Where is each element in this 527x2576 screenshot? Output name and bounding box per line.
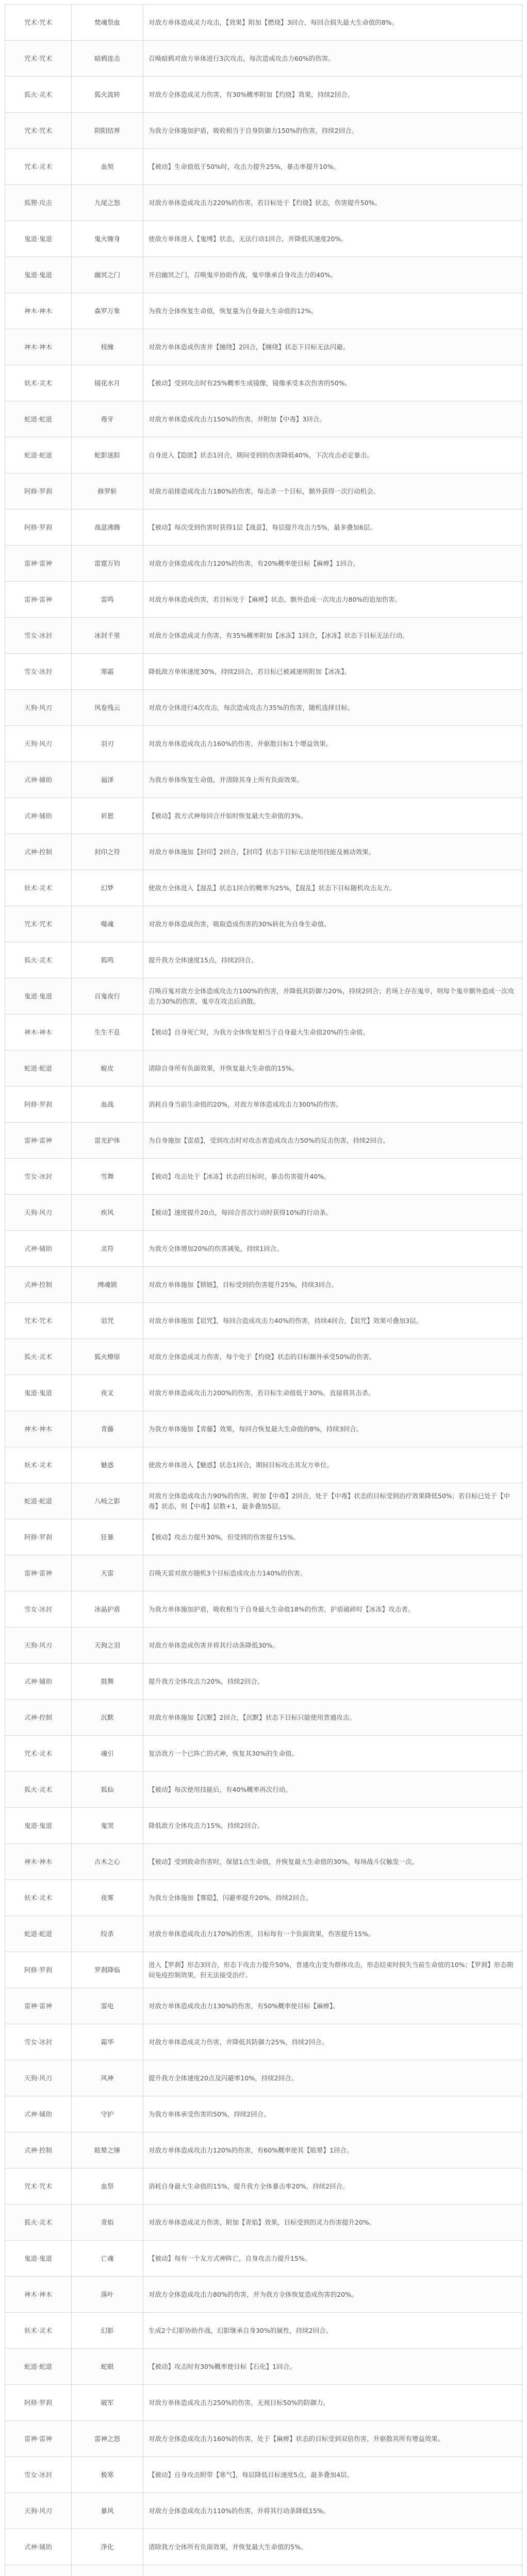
skill-type-cell: 式神·控制 (5, 2132, 72, 2168)
skill-desc-cell: 对敌方单体施加【沉默】2回合，【沉默】状态下目标只能使用普通攻击。 (143, 1700, 522, 1736)
skill-type-cell: 雷神·雷神 (5, 546, 72, 582)
skill-desc-cell: 【被动】每次使用技能后，有40%概率再次行动。 (143, 1772, 522, 1808)
skill-type-cell: 式神·控制 (5, 1267, 72, 1303)
skill-name-cell: 守护 (72, 2096, 143, 2132)
skill-desc-cell: 进入【罗刹】形态3回合，形态下攻击力提升50%，普通攻击变为群体攻击，形态结束时损失当前生命值的10%；【罗刹】形态期间免疫控制效果，但无法接受治疗。 (143, 1952, 522, 1988)
skill-desc-cell: 对敌方单体造成攻击力130%的伤害，有50%概率使目标【麻痹】。 (143, 1988, 522, 2024)
table-row (5, 437, 522, 473)
table-row (5, 1159, 522, 1195)
skill-name-cell: 风卷残云 (72, 690, 143, 726)
table-row (5, 1050, 522, 1087)
table-row (5, 2096, 522, 2132)
skill-type-cell: 阿修·罗刹 (5, 1952, 72, 1988)
skill-name-cell: 天雷 (72, 1555, 143, 1591)
skill-name-cell: 血战 (72, 1087, 143, 1123)
skill-desc-cell: 清除我方全体所有负面效果，并恢复最大生命值的5%。 (143, 2529, 522, 2565)
skill-type-cell: 妖术·灵术 (5, 870, 72, 906)
skill-type-cell: 雷神·雷神 (5, 1123, 72, 1159)
skill-desc-cell: 为我方全体恢复生命值，恢复量为自身最大生命值的12%。 (143, 293, 522, 329)
table-row (5, 2168, 522, 2205)
skill-name-cell: 狐仙 (72, 1772, 143, 1808)
table-row (5, 1483, 522, 1519)
skill-name-cell: 蜕皮 (72, 1050, 143, 1087)
skill-type-cell: 蛇道·蛇道 (5, 1483, 72, 1519)
skill-type-cell: 神木·神木 (5, 2277, 72, 2313)
skill-desc-cell: 【被动】自身攻击附带【寒气】，每层降低目标速度5点，最多叠加4层。 (143, 2457, 522, 2493)
skill-type-cell: 妖术·灵术 (5, 2313, 72, 2349)
table-row (5, 2277, 522, 2313)
skill-type-cell: 神木·神木 (5, 1014, 72, 1050)
skill-type-cell: 蛇道·蛇道 (5, 1050, 72, 1087)
skill-type-cell: 神木·神木 (5, 329, 72, 365)
skill-desc-cell: 对敌方全体造成攻击力160%的伤害，处于【麻痹】状态的目标受到双倍伤害，并驱散其所有增益效果。 (143, 2421, 522, 2457)
skill-type-cell: 天狗·风刃 (5, 2060, 72, 2096)
table-row (5, 1555, 522, 1591)
table-row (5, 41, 522, 77)
skill-desc-cell: 对敌方全体造成攻击力110%的伤害，并将其行动条降低15%。 (143, 2493, 522, 2529)
skill-name-cell: 缚魂锁 (72, 1267, 143, 1303)
table-row (5, 2060, 522, 2096)
skill-desc-cell: 对敌方单体造成伤害并【缠绕】2回合，【缠绕】状态下目标无法闪避。 (143, 329, 522, 365)
table-row (5, 654, 522, 690)
skill-name-cell: 魂引 (72, 1736, 143, 1772)
skill-desc-cell: 【被动】自身死亡时，为我方全体恢复相当于自身最大生命值20%的生命值。 (143, 1014, 522, 1050)
table-row (5, 2493, 522, 2529)
skill-desc-cell: 生成2个幻影协助作战，幻影继承自身30%的属性，持续2回合。 (143, 2313, 522, 2349)
skill-type-cell (5, 2565, 72, 2576)
skill-type-cell: 咒术·灵术 (5, 1736, 72, 1772)
skill-type-cell: 神木·神木 (5, 1844, 72, 1880)
table-row (5, 1591, 522, 1628)
table-row (5, 942, 522, 978)
skill-name-cell: 天狗之羽 (72, 1628, 143, 1664)
table-row (5, 2349, 522, 2385)
skill-name-cell: 青焰 (72, 2205, 143, 2241)
table-row (5, 1303, 522, 1339)
table-row (5, 1772, 522, 1808)
table-row (5, 2385, 522, 2421)
skill-desc-cell: 对敌方单体造成灵力伤害，附加【青焰】效果，目标受到的灵力伤害提升20%。 (143, 2205, 522, 2241)
table-row (5, 1952, 522, 1988)
skill-name-cell: 疾风 (72, 1195, 143, 1231)
skill-name-cell: 寒霜 (72, 654, 143, 690)
skill-name-cell: 九尾之怒 (72, 185, 143, 221)
skill-desc-cell: 为自身施加【雷盾】，受到攻击时对攻击者造成攻击力50%的反击伤害，持续2回合。 (143, 1123, 522, 1159)
skill-name-cell: 阴阳结界 (72, 113, 143, 149)
skill-desc-cell: 【被动】攻击力提升30%，但受到的伤害提升15%。 (143, 1519, 522, 1555)
skill-name-cell: 血祭 (72, 2168, 143, 2205)
skill-name-cell: 幻梦 (72, 870, 143, 906)
table-row (5, 2132, 522, 2168)
table-row (5, 221, 522, 257)
skill-type-cell: 蛇道·蛇道 (5, 437, 72, 473)
skill-name-cell: 雷电 (72, 1988, 143, 2024)
skill-name-cell: 灵符 (72, 1231, 143, 1267)
skill-type-cell: 雪女·冰封 (5, 1159, 72, 1195)
skill-type-cell: 式神·辅助 (5, 798, 72, 834)
skill-name-cell: 福泽 (72, 762, 143, 798)
skill-name-cell: 绞杀 (72, 1916, 143, 1952)
table-row (5, 2529, 522, 2565)
skill-desc-cell: 【被动】受到致命伤害时，保留1点生命值，并恢复最大生命值的30%，每场战斗仅触发一次。 (143, 1844, 522, 1880)
skill-type-cell: 狐火·灵术 (5, 942, 72, 978)
table-row (5, 2241, 522, 2277)
skill-name-cell: 镜花水月 (72, 365, 143, 401)
table-row (5, 978, 522, 1014)
skill-desc-cell: 对敌方单体施加【锁链】，目标受到的伤害提升25%，持续3回合。 (143, 1267, 522, 1303)
skill-desc-cell: 为我方单体恢复生命值，并清除其身上所有负面效果。 (143, 762, 522, 798)
skill-name-cell: 战意沸腾 (72, 510, 143, 546)
skill-name-cell: 森罗万象 (72, 293, 143, 329)
skill-type-cell: 式神·控制 (5, 834, 72, 870)
table-row (5, 1195, 522, 1231)
table-row (5, 1339, 522, 1375)
skill-desc-cell: 消耗自身当前生命值的20%，对敌方单体造成攻击力300%的伤害。 (143, 1087, 522, 1123)
skill-type-cell: 狐火·灵术 (5, 77, 72, 113)
skill-table (5, 4, 522, 2576)
table-row (5, 1375, 522, 1411)
table-row (5, 1700, 522, 1736)
skill-type-cell: 式神·辅助 (5, 762, 72, 798)
table-row (5, 1014, 522, 1050)
skill-type-cell: 妖术·灵术 (5, 365, 72, 401)
skill-name-cell: 雪舞 (72, 1159, 143, 1195)
skill-desc-cell: 对敌方单体造成攻击力160%的伤害，并驱散目标1个增益效果。 (143, 726, 522, 762)
skill-name-cell: 狐鸣 (72, 942, 143, 978)
table-row (5, 1988, 522, 2024)
skill-name-cell: 眩晕之锤 (72, 2132, 143, 2168)
skill-type-cell: 式神·辅助 (5, 2096, 72, 2132)
skill-type-cell: 神木·神木 (5, 1411, 72, 1447)
skill-name-cell: 蛇影迷踪 (72, 437, 143, 473)
skill-type-cell: 式神·辅助 (5, 1231, 72, 1267)
skill-desc-cell: 对敌方前排造成攻击力180%的伤害，每击杀一个目标，额外获得一次行动机会。 (143, 473, 522, 510)
skill-name-cell: 修罗斩 (72, 473, 143, 510)
skill-desc-cell: 降低敌方全体攻击力15%，持续2回合。 (143, 1808, 522, 1844)
skill-desc-cell: 对敌方单体造成攻击力120%的伤害，有60%概率使其【眩晕】1回合。 (143, 2132, 522, 2168)
skill-desc-cell: 提升我方全体攻击力20%，持续2回合。 (143, 1664, 522, 1700)
skill-name-cell: 破军 (72, 2385, 143, 2421)
skill-type-cell: 蛇道·蛇道 (5, 401, 72, 437)
table-row (5, 618, 522, 654)
table-row (5, 5, 522, 41)
skill-name-cell: 鼓舞 (72, 1664, 143, 1700)
table-row (5, 1664, 522, 1700)
skill-type-cell: 雷神·雷神 (5, 582, 72, 618)
skill-type-cell: 雷神·雷神 (5, 1988, 72, 2024)
table-row (5, 2457, 522, 2493)
skill-desc-cell: 开启幽冥之门，召唤鬼卒协助作战，鬼卒继承自身攻击力的40%。 (143, 257, 522, 293)
skill-desc-cell: 【被动】攻击时有30%概率使目标【石化】1回合。 (143, 2349, 522, 2385)
table-row (5, 1736, 522, 1772)
skill-desc-cell: 为我方单体承受伤害的50%，持续2回合。 (143, 2096, 522, 2132)
skill-desc-cell: 【被动】每次受到伤害时获得1层【战意】，每层提升攻击力5%，最多叠加6层。 (143, 510, 522, 546)
table-row (5, 329, 522, 365)
skill-name-cell: 鬼哭 (72, 1808, 143, 1844)
table-row (5, 2421, 522, 2457)
table-row (5, 690, 522, 726)
skill-desc-cell: 召唤天雷对敌方随机3个目标造成攻击力140%的伤害。 (143, 1555, 522, 1591)
skill-desc-cell: 对敌方单体造成攻击力150%的伤害，并附加【中毒】3回合。 (143, 401, 522, 437)
skill-name-cell: 夜叉 (72, 1375, 143, 1411)
table-row (5, 149, 522, 185)
skill-desc-cell: 为我方单体施加护盾，吸收相当于自身最大生命值18%的伤害，护盾破碎时【冰冻】攻击者。 (143, 1591, 522, 1628)
table-row (5, 113, 522, 149)
skill-type-cell: 雷神·雷神 (5, 2421, 72, 2457)
table-row (5, 401, 522, 437)
table-row (5, 2313, 522, 2349)
skill-desc-cell: 对敌方全体造成攻击力90%的伤害，附加【中毒】2回合，处于【中毒】状态的目标受到治疗效果降低50%；若目标已处于【中毒】状态，则【中毒】层数+1，最多叠加5层。 (143, 1483, 522, 1519)
skill-desc-cell: 使敌方全体进入【混乱】状态1回合的概率为25%，【混乱】状态下目标随机攻击友方。 (143, 870, 522, 906)
skill-desc-cell: 为我方全体施加【雾隐】，闪避率提升20%，持续2回合。 (143, 1880, 522, 1916)
skill-desc-cell: 为我方全体增加20%的伤害减免，持续1回合。 (143, 1231, 522, 1267)
table-row (5, 906, 522, 942)
skill-name-cell: 生生不息 (72, 1014, 143, 1050)
skill-name-cell: 噬魂 (72, 906, 143, 942)
skill-desc-cell: 降低敌方单体速度30%，持续2回合，若目标已被减速则附加【冰冻】。 (143, 654, 522, 690)
table-row (5, 1916, 522, 1952)
skill-type-cell: 式神·控制 (5, 1700, 72, 1736)
table-row (5, 2565, 522, 2576)
skill-desc-cell: 对敌方全体进行4次攻击，每次造成攻击力35%的伤害，随机选择目标。 (143, 690, 522, 726)
table-row (5, 762, 522, 798)
skill-name-cell: 魅惑 (72, 1447, 143, 1483)
table-row (5, 1123, 522, 1159)
skill-type-cell: 天狗·风刃 (5, 726, 72, 762)
skill-type-cell: 雪女·冰封 (5, 618, 72, 654)
skill-type-cell: 狐火·灵术 (5, 1772, 72, 1808)
skill-name-cell: 暴风 (72, 2493, 143, 2529)
table-row (5, 546, 522, 582)
skill-type-cell: 咒术·咒术 (5, 5, 72, 41)
skill-desc-cell: 对敌方单体造成攻击力170%的伤害，目标每有一个负面效果，伤害提升15%。 (143, 1916, 522, 1952)
skill-desc-cell: 对敌方单体造成伤害，若目标处于【麻痹】状态，额外造成一次攻击力80%的追加伤害。 (143, 582, 522, 618)
table-row (5, 726, 522, 762)
skill-desc-cell: 为我方全体施加护盾，吸收相当于自身防御力150%的伤害，持续2回合。 (143, 113, 522, 149)
skill-type-cell: 鬼道·鬼道 (5, 1375, 72, 1411)
table-row (5, 2205, 522, 2241)
skill-type-cell: 狐火·灵术 (5, 1339, 72, 1375)
skill-name-cell: 冰封千里 (72, 618, 143, 654)
skill-type-cell: 鬼道·鬼道 (5, 2241, 72, 2277)
skill-desc-cell: 提升我方全体速度15点，持续2回合。 (143, 942, 522, 978)
skill-desc-cell: 【被动】生命值低于50%时，攻击力提升25%，暴击率提升10%。 (143, 149, 522, 185)
skill-name-cell: 八岐之影 (72, 1483, 143, 1519)
table-row (5, 798, 522, 834)
skill-type-cell: 咒术·咒术 (5, 2168, 72, 2205)
skill-name-cell: 焚魂祭血 (72, 5, 143, 41)
skill-type-cell: 妖术·灵术 (5, 1447, 72, 1483)
skill-table-body (5, 5, 522, 2576)
skill-name-cell: 净化 (72, 2529, 143, 2565)
skill-name-cell: 冰晶护盾 (72, 1591, 143, 1628)
skill-desc-cell: 对敌方单体施加【封印】2回合，【封印】状态下目标无法使用技能及被动效果。 (143, 834, 522, 870)
skill-desc-cell: 对敌方全体造成灵力伤害，有30%概率附加【灼烧】效果，持续2回合。 (143, 77, 522, 113)
skill-type-cell: 雪女·冰封 (5, 2457, 72, 2493)
skill-type-cell: 咒术·灵术 (5, 149, 72, 185)
skill-type-cell: 妖术·灵术 (5, 1880, 72, 1916)
skill-desc-cell: 自身进入【隐匿】状态1回合，期间受到的伤害降低40%，下次攻击必定暴击。 (143, 437, 522, 473)
skill-desc-cell: 对敌方全体造成攻击力80%的伤害，并为我方全体恢复造成伤害的20%。 (143, 2277, 522, 2313)
table-row (5, 473, 522, 510)
skill-desc-cell: 提升我方全体速度20点及闪避率10%，持续2回合。 (143, 2060, 522, 2096)
skill-type-cell: 阿修·罗刹 (5, 1087, 72, 1123)
table-row (5, 185, 522, 221)
skill-desc-cell: 对敌方单体造成攻击力220%的伤害，若目标处于【灼烧】状态，伤害提升50%。 (143, 185, 522, 221)
skill-name-cell: 狐火燎原 (72, 1339, 143, 1375)
table-row (5, 293, 522, 329)
skill-desc-cell: 【被动】速度提升20点，每回合首次行动时获得10%的行动条。 (143, 1195, 522, 1231)
skill-name-cell: 雷光护体 (72, 1123, 143, 1159)
skill-name-cell: 青藤 (72, 1411, 143, 1447)
table-row (5, 1808, 522, 1844)
skill-desc-cell: 消耗自身最大生命值的15%，提升我方全体暴击率20%，持续2回合。 (143, 2168, 522, 2205)
skill-type-cell: 阿修·罗刹 (5, 1519, 72, 1555)
skill-desc-cell: 召唤百鬼对敌方全体造成攻击力100%的伤害，并降低其防御力20%，持续2回合；若场上存在鬼卒，则每个鬼卒额外造成一次攻击力30%的伤害，鬼卒在攻击后消散。 (143, 978, 522, 1014)
skill-type-cell: 神木·神木 (5, 293, 72, 329)
skill-name-cell: 鬼火缠身 (72, 221, 143, 257)
skill-type-cell: 天狗·风刃 (5, 1195, 72, 1231)
skill-name-cell: 暗鸦连击 (72, 41, 143, 77)
skill-desc-cell: 【被动】攻击处于【冰冻】状态的目标时，暴击伤害提升40%。 (143, 1159, 522, 1195)
skill-name-cell: 霜华 (72, 2024, 143, 2060)
skill-name-cell: 蛇眼 (72, 2349, 143, 2385)
table-row (5, 1519, 522, 1555)
skill-desc-cell: 使敌方单体进入【魅惑】状态1回合，期间目标攻击其友方单位。 (143, 1447, 522, 1483)
skill-type-cell: 鬼道·鬼道 (5, 257, 72, 293)
skill-name-cell: 雷神之怒 (72, 2421, 143, 2457)
skill-name-cell: 毒牙 (72, 401, 143, 437)
skill-desc-cell: 使敌方单体进入【鬼缚】状态，无法行动1回合，并降低其速度20%。 (143, 221, 522, 257)
skill-type-cell: 阿修·罗刹 (5, 510, 72, 546)
table-row (5, 510, 522, 546)
skill-name-cell: 风神 (72, 2060, 143, 2096)
table-row (5, 1880, 522, 1916)
skill-name-cell: 亡魂 (72, 2241, 143, 2277)
table-row (5, 77, 522, 113)
skill-desc-cell: 对敌方单体造成攻击力200%的伤害，若目标生命值低于30%，直接将其击杀。 (143, 1375, 522, 1411)
skill-type-cell: 雪女·冰封 (5, 2024, 72, 2060)
table-row (5, 1628, 522, 1664)
table-row (5, 582, 522, 618)
skill-name-cell: 雷霆万钧 (72, 546, 143, 582)
skill-type-cell: 咒术·咒术 (5, 906, 72, 942)
skill-name-cell: 百鬼夜行 (72, 978, 143, 1014)
skill-type-cell: 狐狸·攻击 (5, 185, 72, 221)
skill-name-cell: 雷鸣 (72, 582, 143, 618)
skill-name-cell: 极寒 (72, 2457, 143, 2493)
skill-desc-cell: 【被动】受到攻击时有25%概率生成镜像，镜像承受本次伤害的50%。 (143, 365, 522, 401)
table-row (5, 1844, 522, 1880)
skill-desc-cell (143, 2565, 522, 2576)
table-row (5, 1231, 522, 1267)
skill-name-cell: 落叶 (72, 2277, 143, 2313)
skill-type-cell: 鬼道·鬼道 (5, 221, 72, 257)
table-row (5, 365, 522, 401)
skill-name-cell: 夜雾 (72, 1880, 143, 1916)
table-row (5, 1447, 522, 1483)
skill-name-cell: 诅咒 (72, 1303, 143, 1339)
table-row (5, 870, 522, 906)
table-row (5, 834, 522, 870)
skill-name-cell: 枝缠 (72, 329, 143, 365)
table-row (5, 1267, 522, 1303)
skill-name-cell: 狐火流转 (72, 77, 143, 113)
skill-name-cell: 祈愿 (72, 798, 143, 834)
skill-type-cell: 阿修·罗刹 (5, 473, 72, 510)
skill-name-cell (72, 2565, 143, 2576)
skill-type-cell: 式神·辅助 (5, 1664, 72, 1700)
skill-type-cell: 蛇道·蛇道 (5, 1916, 72, 1952)
skill-desc-cell: 对敌方单体造成攻击力250%的伤害，无视目标50%的防御力。 (143, 2385, 522, 2421)
skill-name-cell: 封印之符 (72, 834, 143, 870)
skill-type-cell: 咒术·咒术 (5, 41, 72, 77)
skill-type-cell: 天狗·风刃 (5, 690, 72, 726)
skill-type-cell: 鬼道·鬼道 (5, 978, 72, 1014)
skill-desc-cell: 【被动】每有一个友方式神阵亡，自身攻击力提升15%。 (143, 2241, 522, 2277)
table-row (5, 1087, 522, 1123)
skill-name-cell: 沉默 (72, 1700, 143, 1736)
skill-name-cell: 血契 (72, 149, 143, 185)
skill-desc-cell: 对敌方单体施加【诅咒】，每回合造成攻击力40%的伤害，持续4回合，【诅咒】效果可叠加3层。 (143, 1303, 522, 1339)
skill-desc-cell: 清除自身所有负面效果，并恢复最大生命值的15%。 (143, 1050, 522, 1087)
table-row (5, 1411, 522, 1447)
skill-desc-cell: 对敌方单体造成灵力攻击，【效果】附加【燃烧】3回合，每回合损失最大生命值的8%。 (143, 5, 522, 41)
skill-type-cell: 咒术·咒术 (5, 1303, 72, 1339)
skill-name-cell: 幽冥之门 (72, 257, 143, 293)
skill-type-cell: 天狗·风刃 (5, 1628, 72, 1664)
skill-type-cell: 鬼道·鬼道 (5, 1808, 72, 1844)
skill-type-cell: 雪女·冰封 (5, 1591, 72, 1628)
skill-desc-cell: 对敌方单体造成灵力伤害，并降低其防御力25%，持续2回合。 (143, 2024, 522, 2060)
skill-type-cell: 咒术·咒术 (5, 113, 72, 149)
skill-desc-cell: 对敌方全体造成灵力伤害，每个处于【灼烧】状态的目标额外承受50%的伤害。 (143, 1339, 522, 1375)
table-row (5, 2024, 522, 2060)
skill-type-cell: 式神·辅助 (5, 2529, 72, 2565)
skill-desc-cell: 对敌方单体造成伤害，吸取造成伤害的30%转化为自身生命值。 (143, 906, 522, 942)
skill-type-cell: 狐火·灵术 (5, 2205, 72, 2241)
skill-name-cell: 罗刹降临 (72, 1952, 143, 1988)
skill-desc-cell: 召唤暗鸦对敌方单体进行3次攻击，每次造成攻击力60%的伤害。 (143, 41, 522, 77)
skill-type-cell: 天狗·风刃 (5, 2493, 72, 2529)
skill-name-cell: 古木之心 (72, 1844, 143, 1880)
skill-type-cell: 雪女·冰封 (5, 654, 72, 690)
skill-type-cell: 阿修·罗刹 (5, 2385, 72, 2421)
skill-desc-cell: 【被动】我方式神每回合开始时恢复最大生命值的3%。 (143, 798, 522, 834)
skill-desc-cell: 对敌方全体造成灵力伤害，有35%概率附加【冰冻】1回合，【冰冻】状态下目标无法行动。 (143, 618, 522, 654)
skill-desc-cell: 对敌方单体造成伤害并将其行动条降低30%。 (143, 1628, 522, 1664)
skill-type-cell: 雷神·雷神 (5, 1555, 72, 1591)
skill-desc-cell: 对敌方全体造成攻击力120%的伤害，有20%概率使目标【麻痹】1回合。 (143, 546, 522, 582)
skill-desc-cell: 复活我方一个已阵亡的式神，恢复其30%的生命值。 (143, 1736, 522, 1772)
skill-type-cell: 蛇道·蛇道 (5, 2349, 72, 2385)
skill-name-cell: 狂暴 (72, 1519, 143, 1555)
skill-name-cell: 羽刃 (72, 726, 143, 762)
skill-desc-cell: 为我方单体施加【青藤】效果，每回合恢复最大生命值的8%，持续3回合。 (143, 1411, 522, 1447)
skill-name-cell: 幻影 (72, 2313, 143, 2349)
table-row (5, 257, 522, 293)
